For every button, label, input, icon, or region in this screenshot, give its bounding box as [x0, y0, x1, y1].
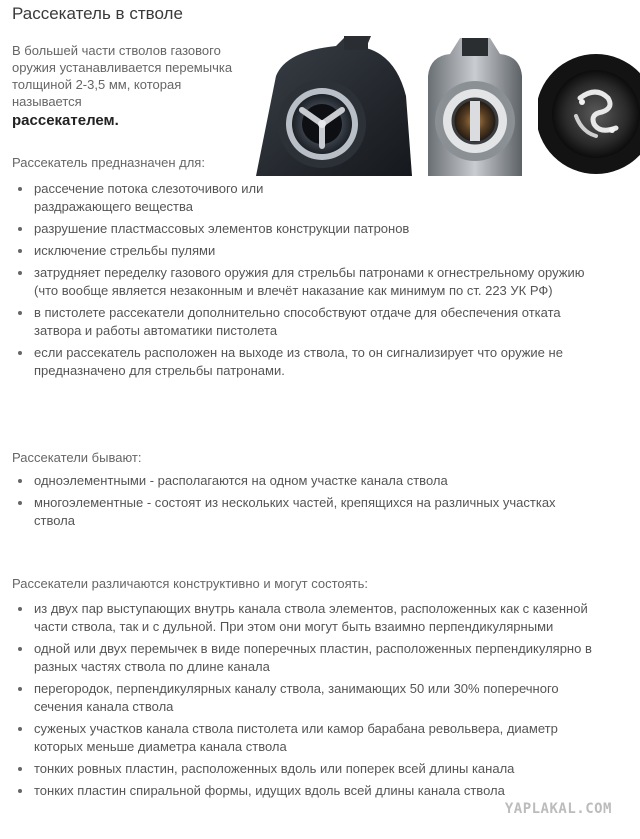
intro-paragraph	[12, 42, 237, 129]
list-item: разрушение пластмассовых элементов конструкции патронов	[14, 220, 594, 238]
barrel-photos	[246, 36, 640, 176]
section-heading-purpose: Рассекатель предназначен для:	[12, 155, 205, 170]
types-list	[14, 472, 594, 534]
list-item: перегородок, перпендикулярных каналу ствола, занимающих 50 или 30% поперечного сечения канала ствола	[14, 680, 594, 716]
list-item: суженых участков канала ствола пистолета или камор барабана револьвера, диаметр которых меньше диаметра канала ствола	[14, 720, 594, 756]
muzzle-photo-2	[420, 36, 530, 176]
list-item: рассечение потока слезоточивого или раздражающего вещества	[14, 180, 354, 216]
list-item: тонких ровных пластин, расположенных вдоль или поперек всей длины канала	[14, 760, 594, 778]
list-item: тонких пластин спиральной формы, идущих вдоль всей длины канала ствола	[14, 782, 594, 800]
watermark-logo: YAPLAKAL.COM	[504, 801, 612, 817]
section-heading-types: Рассекатели бывают:	[12, 450, 142, 465]
section-heading-construction: Рассекатели различаются конструктивно и могут состоять:	[12, 576, 368, 591]
list-item: исключение стрельбы пулями	[14, 242, 594, 260]
muzzle-photo-3	[538, 36, 640, 176]
list-item: одноэлементными - располагаются на одном участке канала ствола	[14, 472, 594, 490]
intro-text: В большей части стволов газового оружия устанавливается перемычка толщиной 2-3,5 мм, которая называется	[12, 43, 233, 109]
list-item: затрудняет переделку газового оружия для стрельбы патронами к огнестрельному оружию (что вообще является незаконным и влечёт наказание как минимум по ст. 223 УК РФ)	[14, 264, 594, 300]
list-item: многоэлементные - состоят из нескольких частей, крепящихся на различных участках ствола	[14, 494, 594, 530]
list-item: если рассекатель расположен на выходе из ствола, то он сигнализирует что оружие не предназначено для стрельбы патронами.	[14, 344, 594, 380]
list-item: в пистолете рассекатели дополнительно способствуют отдаче для обеспечения отката затвора и работы автоматики пистолета	[14, 304, 594, 340]
list-item: из двух пар выступающих внутрь канала ствола элементов, расположенных как с казенной части ствола, так и с дульной. При этом они могут быть взаимно перпендикулярными	[14, 600, 594, 636]
page-title: Рассекатель в стволе	[12, 4, 183, 23]
intro-emphasis: рассекателем.	[12, 112, 119, 129]
list-item: одной или двух перемычек в виде поперечных пластин, расположенных перпендикулярно в разных частях ствола по длине канала	[14, 640, 594, 676]
muzzle-photo-1	[246, 36, 412, 176]
construction-list	[14, 600, 594, 804]
purpose-list	[14, 180, 594, 384]
